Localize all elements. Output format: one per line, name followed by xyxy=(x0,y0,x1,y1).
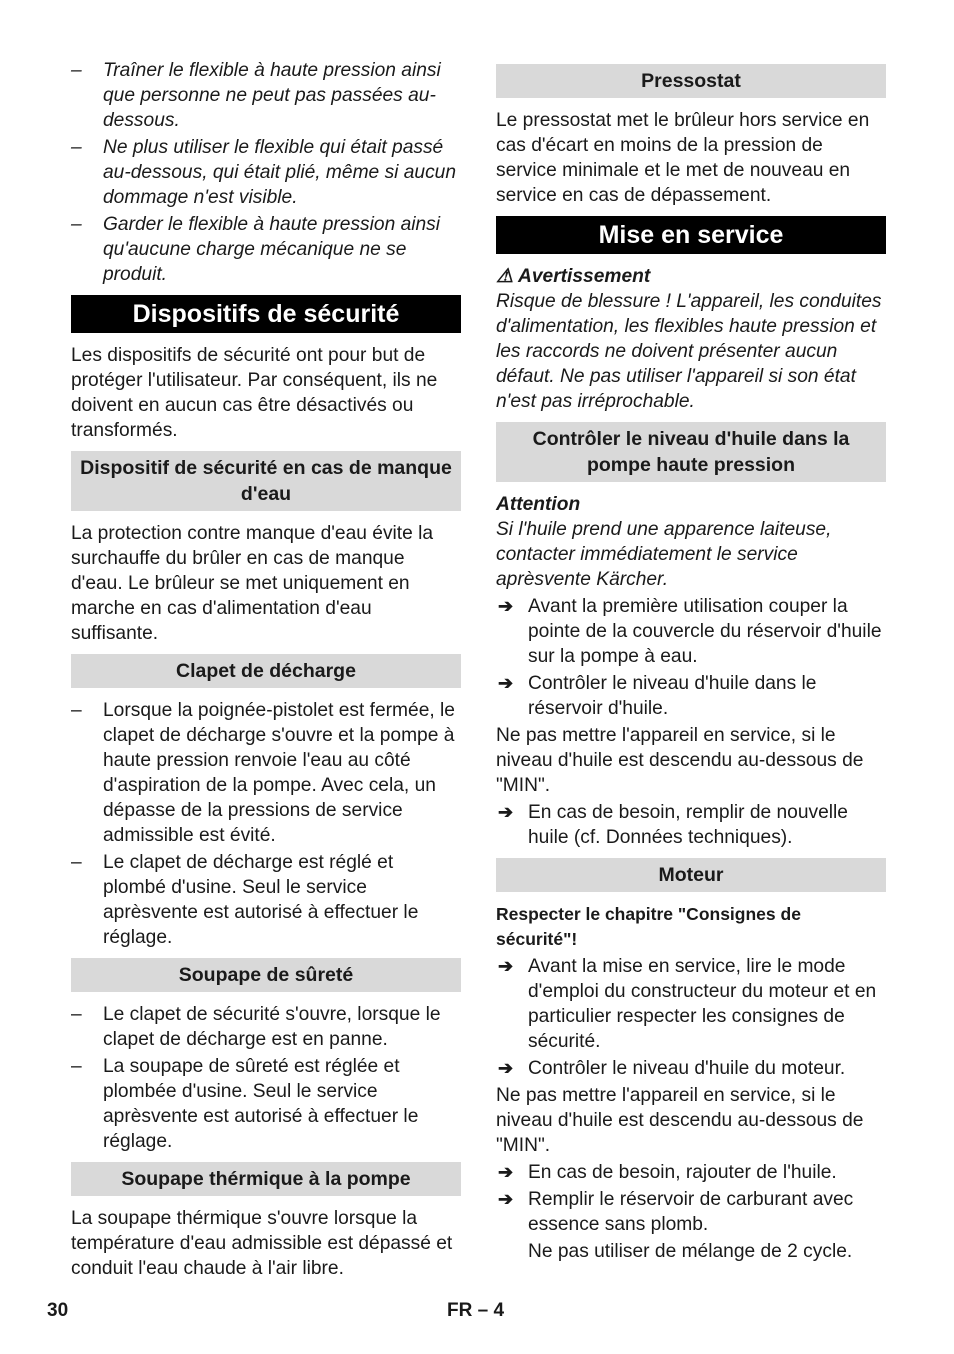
list-item: – Le clapet de décharge est réglé et plombé d'usine. Seul le service aprèsvente est autorisé à effectuer le réglage. xyxy=(71,852,419,948)
subsection-title-pressostat: Pressostat xyxy=(496,64,886,98)
dash-icon: – xyxy=(71,1056,82,1077)
pressostat-text: Le pressostat met le brûleur hors service en cas d'écart en moins de la pression de service minimale et le met de nouveau en service en cas de dépassement. xyxy=(496,110,870,206)
list-item: ➔ En cas de besoin, remplir de nouvelle huile (cf. Données techniques). xyxy=(498,802,848,848)
warning-heading xyxy=(496,264,886,289)
arrow-right-icon: ➔ xyxy=(498,1189,514,1209)
arrow-right-icon: ➔ xyxy=(498,802,514,822)
arrow-right-icon: ➔ xyxy=(498,673,514,693)
arrow-right-icon: ➔ xyxy=(498,1058,514,1078)
oil-steps-2 xyxy=(496,800,886,850)
language-page-label: FR – 4 xyxy=(447,1300,505,1321)
subsection-title-valve: Clapet de décharge xyxy=(71,654,461,688)
subsection-title-moteur: Moteur xyxy=(496,858,886,892)
warning-text: Risque de blessure ! L'appareil, les conduites d'alimentation, les flexibles haute pression et les raccords ne doivent présenter aucun défaut. Ne pas utiliser l'appareil si son état n'est pas irréprochable. xyxy=(496,291,882,412)
list-item: – Traîner le flexible à haute pression ainsi que personne ne peut pas passées au-dessous. xyxy=(71,60,441,131)
moteur-note: Ne pas mettre l'appareil en service, si le niveau d'huile est descendu au-dessous de "MIN". xyxy=(496,1085,864,1156)
moteur-last-note: Ne pas utiliser de mélange de 2 cycle. xyxy=(528,1241,853,1262)
moteur-steps-2 xyxy=(496,1160,886,1237)
valve-list xyxy=(71,698,461,950)
warning-icon: ⚠ xyxy=(496,266,514,287)
list-item: – Le clapet de sécurité s'ouvre, lorsque le clapet de décharge est en panne. xyxy=(71,1004,441,1050)
list-item: ➔ Contrôler le niveau d'huile dans le réservoir d'huile. xyxy=(498,673,817,719)
safety-text: Les dispositifs de sécurité ont pour but de protéger l'utilisateur. Par conséquent, ils ne doivent en aucun cas être désactivés ou transformés. xyxy=(71,345,438,441)
dash-icon: – xyxy=(71,700,82,721)
attention-text: Si l'huile prend une apparence laiteuse, contacter immédiatement le service aprèsvente Kärcher. xyxy=(496,519,832,590)
subsection-title-water: Dispositif de sécurité en cas de manque d'eau xyxy=(71,451,461,511)
dash-icon: – xyxy=(71,137,82,158)
right-column xyxy=(496,64,886,1266)
attention-label: Attention xyxy=(496,494,581,515)
list-item: ➔ Avant la première utilisation couper la pointe de la couvercle du réservoir d'huile sur la pompe à eau. xyxy=(498,596,882,667)
list-item: – Garder le flexible à haute pression ainsi qu'aucune charge mécanique ne se produit. xyxy=(71,214,441,285)
dash-icon: – xyxy=(71,852,82,873)
arrow-right-icon: ➔ xyxy=(498,956,514,976)
water-text: La protection contre manque d'eau évite la surchauffe du brûler en cas de manque d'eau. Le brûleur se met uniquement en marche en cas d'alimentation d'eau suffisante. xyxy=(71,523,434,644)
subsection-title-surete: Soupape de sûreté xyxy=(71,958,461,992)
subsection-title-thermal: Soupape thérmique à la pompe xyxy=(71,1162,461,1196)
oil-steps xyxy=(496,594,886,721)
section-title-mise-en-service: Mise en service xyxy=(496,216,886,254)
arrow-right-icon: ➔ xyxy=(498,1162,514,1182)
list-item: – Lorsque la poignée-pistolet est fermée, le clapet de décharge s'ouvre et la pompe à haute pression renvoie l'eau au côté d'aspiration de la pompe. Avec cela, un dépasse de la pressions de service admissible est évité. xyxy=(71,700,455,846)
subsection-title-oil: Contrôler le niveau d'huile dans la pompe haute pression xyxy=(496,422,886,482)
warning-label: Avertissement xyxy=(518,266,651,287)
left-column xyxy=(71,58,461,1283)
moteur-bold-note: Respecter le chapitre "Consignes de sécurité"! xyxy=(496,904,801,949)
list-item: ➔ En cas de besoin, rajouter de l'huile. xyxy=(498,1162,837,1183)
list-item: ➔ Contrôler le niveau d'huile du moteur. xyxy=(498,1058,846,1079)
arrow-right-icon: ➔ xyxy=(498,596,514,616)
dash-icon: – xyxy=(71,1004,82,1025)
thermal-text: La soupape thérmique s'ouvre lorsque la température d'eau admissible est dépassé et conduit l'eau chaude à l'air libre. xyxy=(71,1208,453,1279)
list-item: – Ne plus utiliser le flexible qui était passé au-dessous, qui était plié, même si aucun dommage n'est visible. xyxy=(71,137,457,208)
moteur-steps xyxy=(496,954,886,1081)
page-number: 30 xyxy=(47,1300,69,1321)
surete-list xyxy=(71,1002,461,1154)
list-item: – La soupape de sûreté est réglée et plombée d'usine. Seul le service aprèsvente est autorisé à effectuer le réglage. xyxy=(71,1056,419,1152)
list-item: ➔ Avant la mise en service, lire le mode d'emploi du constructeur du moteur et en particulier respecter les consignes de sécurité. xyxy=(498,956,877,1052)
dash-icon: – xyxy=(71,60,82,81)
intro-list xyxy=(71,58,461,287)
oil-note: Ne pas mettre l'appareil en service, si le niveau d'huile est descendu au-dessous de "MIN". xyxy=(496,725,864,796)
dash-icon: – xyxy=(71,214,82,235)
section-title-safety: Dispositifs de sécurité xyxy=(71,295,461,333)
list-item: ➔ Remplir le réservoir de carburant avec essence sans plomb. xyxy=(498,1189,854,1235)
